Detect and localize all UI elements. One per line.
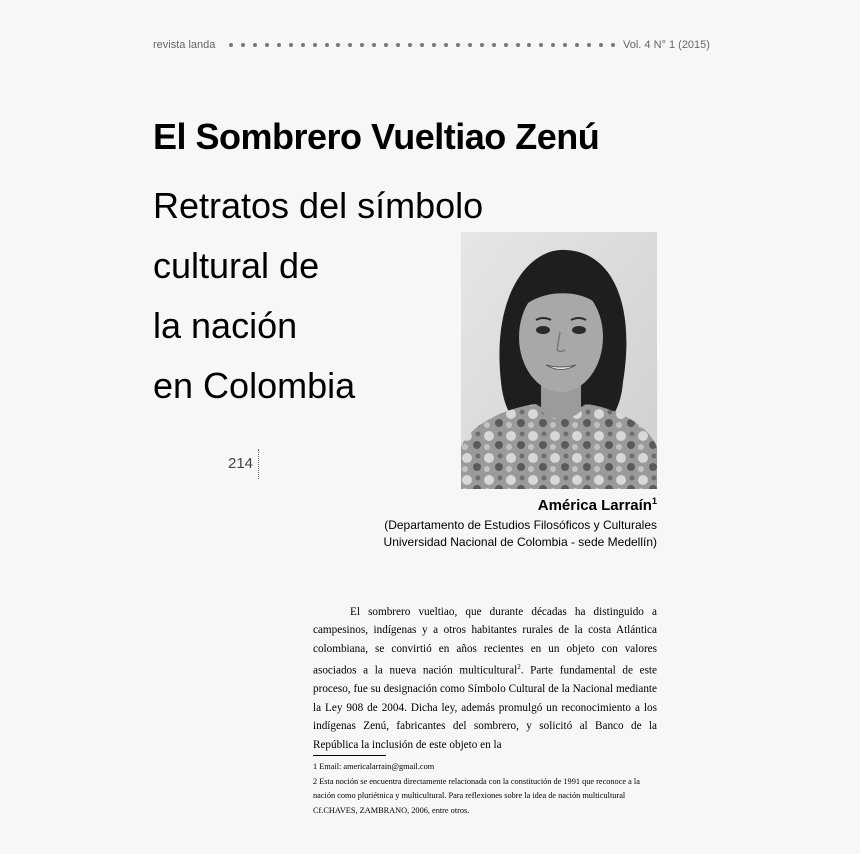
footnote-rule — [313, 755, 386, 756]
article-subtitle — [153, 176, 483, 416]
author-name — [538, 496, 657, 514]
body-text-part: El sombrero vueltiao, que durante décadas ha distinguido a campesinos, indígenas y a otros habitantes rurales de la costa Atlántica colombiana, se convirtió en años recientes en un objeto con valores asociados a la nueva nación multicultural — [313, 606, 657, 677]
subtitle-line: en Colombia — [153, 365, 356, 406]
page-number-rule — [258, 449, 259, 479]
header-dotted-rule — [229, 37, 615, 53]
journal-name: revista landa — [153, 39, 216, 51]
body-paragraph — [313, 603, 657, 754]
author-photo — [461, 232, 657, 489]
footnotes — [313, 760, 657, 818]
body-text-part: . Parte fundamental de este proceso, fue su designación como Símbolo Cultural de la Nacional mediante la Ley 908 de 2004. Dicha ley, además promulgó un reconocimiento a los indígenas Zenú, fabricantes del sombrero, y solicitó al Banco de la República la inclusión de este objeto en la — [313, 664, 657, 751]
page-number: 214 — [228, 455, 254, 472]
article-title: El Sombrero Vueltiao Zenú — [153, 116, 600, 157]
subtitle-line: la nación — [153, 305, 298, 346]
footnote-1: 1 Email: americalarrain@gmail.com — [313, 762, 435, 771]
article-body — [313, 603, 657, 754]
journal-volume: Vol. 4 N° 1 (2015) — [623, 39, 710, 51]
affiliation-line: (Departamento de Estudios Filosóficos y Culturales — [384, 518, 657, 532]
subtitle-line: Retratos del símbolo — [153, 185, 484, 226]
affiliation-line: Universidad Nacional de Colombia - sede Medellín) — [383, 535, 657, 549]
author-name-text: América Larraín — [537, 497, 652, 514]
author-affiliation — [384, 517, 657, 551]
footnote-2: 2 Esta noción se encuentra directamente relacionada con la constitución de 1991 que reconoce a la nación como pluriétnica y multicultural. Para reflexiones sobre la idea de nación multicultural Cf.CHAVES, ZAMBRANO, 2006, entre otros. — [313, 776, 640, 815]
author-note-ref: 1 — [651, 496, 657, 506]
body-note-ref: 2 — [517, 663, 521, 672]
subtitle-line: cultural de — [153, 245, 320, 286]
